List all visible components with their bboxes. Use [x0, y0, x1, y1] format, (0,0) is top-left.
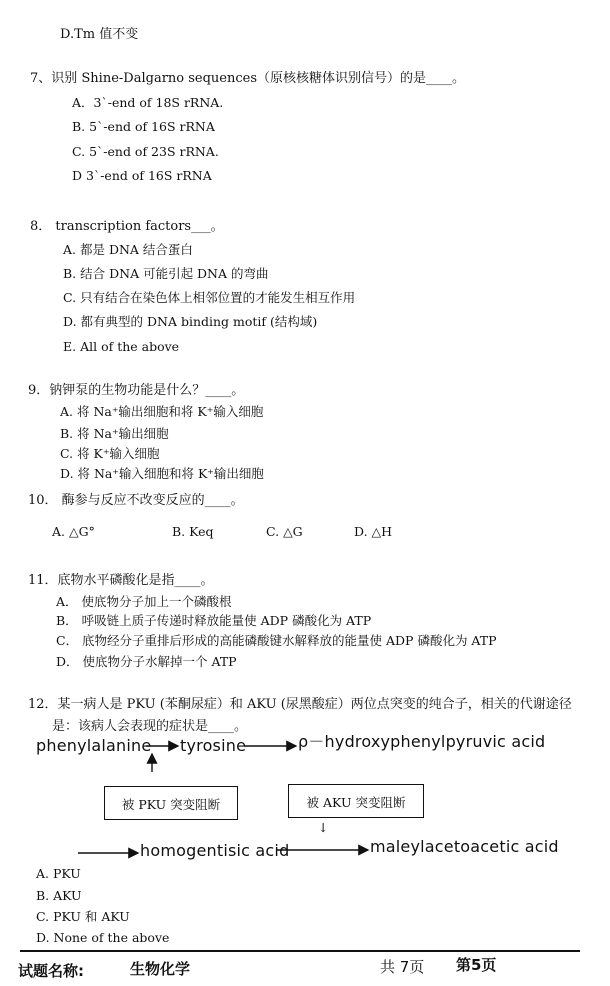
q8-option-e: E. All of the above — [63, 339, 180, 354]
q8-option-c: C. 只有结合在染色体上相邻位置的才能发生相互作用 — [63, 290, 356, 305]
footer-current-page: 第5页 — [456, 956, 497, 974]
aku-block-label: 被 AKU 突变阻断 — [306, 795, 406, 810]
footer-total-pages: 共 7页 — [380, 958, 425, 976]
footer-subject: 生物化学 — [130, 960, 191, 978]
q8-option-d: D. 都有典型的 DNA binding motif (结构域) — [63, 314, 318, 329]
q12-stem-line1: 12．某一病人是 PKU (苯酮尿症）和 AKU (尿黑酸症）两位点突变的纯合子，相关的代谢途径 — [28, 697, 572, 712]
q11-stem: 11．底物水平磷酸化是指____。 — [28, 573, 214, 588]
compound-maleylacetoacetic-acid: maleylacetoacetic acid — [370, 837, 559, 856]
q10-stem: 10． 酶参与反应不改变反应的____。 — [28, 493, 244, 508]
q10-option-a: A. △G° — [52, 524, 95, 539]
q8-stem: 8． transcription factors___。 — [30, 219, 224, 234]
q12-option-b: B. AKU — [36, 888, 82, 903]
q7-option-d: D 3`-end of 16S rRNA — [72, 168, 212, 183]
compound-homogentisic-acid: homogentisic acid — [140, 841, 290, 860]
q12-option-d: D. None of the above — [36, 930, 170, 945]
q9-stem: 9．钠钾泵的生物功能是什么？____。 — [28, 383, 245, 398]
compound-phenylalanine: phenylalanine — [36, 736, 152, 755]
q10-option-b: B. Keq — [172, 524, 214, 539]
prev-option-d: D.Tm 值不变 — [60, 27, 139, 42]
q12-stem-line2: 是：该病人会表现的症状是____。 — [52, 719, 248, 734]
footer-rule — [20, 950, 580, 952]
compound-hydroxyphenylpyruvic-acid: ρ－hydroxyphenylpyruvic acid — [298, 732, 546, 751]
q12-option-a: A. PKU — [36, 866, 81, 881]
q11-option-c: C． 底物经分子重排后形成的高能磷酸键水解释放的能量使 ADP 磷酸化为 ATP — [56, 633, 497, 648]
q9-option-d: D. 将 Na⁺输入细胞和将 K⁺输出细胞 — [60, 466, 264, 481]
q11-option-a: A． 使底物分子加上一个磷酸根 — [56, 594, 232, 609]
q8-option-a: A. 都是 DNA 结合蛋白 — [63, 242, 193, 257]
aku-down-arrow: ↓ — [318, 820, 329, 835]
q9-option-b: B. 将 Na⁺输出细胞 — [60, 426, 169, 441]
pku-block-label: 被 PKU 突变阻断 — [121, 797, 221, 812]
q9-option-c: C. 将 K⁺输入细胞 — [60, 446, 160, 461]
compound-tyrosine: tyrosine — [180, 736, 247, 755]
q8-option-b: B. 结合 DNA 可能引起 DNA 的弯曲 — [63, 266, 269, 281]
q12-option-c: C. PKU 和 AKU — [36, 909, 130, 924]
footer-label: 试题名称: — [18, 962, 84, 980]
q10-option-d: D. △H — [354, 524, 393, 539]
q11-option-d: D． 使底物分子水解掉一个 ATP — [56, 654, 237, 669]
q7-stem: 7、识别 Shine-Dalgarno sequences（原核核糖体识别信号）的是____。 — [30, 71, 466, 86]
q7-option-b: B. 5`-end of 16S rRNA — [72, 119, 215, 134]
q10-option-c: C. △G — [266, 524, 303, 539]
q11-option-b: B． 呼吸链上质子传递时释放能量使 ADP 磷酸化为 ATP — [56, 613, 372, 628]
q9-option-a: A. 将 Na⁺输出细胞和将 K⁺输入细胞 — [60, 404, 264, 419]
q7-option-a: A．3`-end of 18S rRNA. — [72, 95, 224, 110]
pku-block-box — [104, 786, 238, 820]
q7-option-c: C. 5`-end of 23S rRNA. — [72, 144, 219, 159]
aku-block-box — [288, 784, 424, 818]
